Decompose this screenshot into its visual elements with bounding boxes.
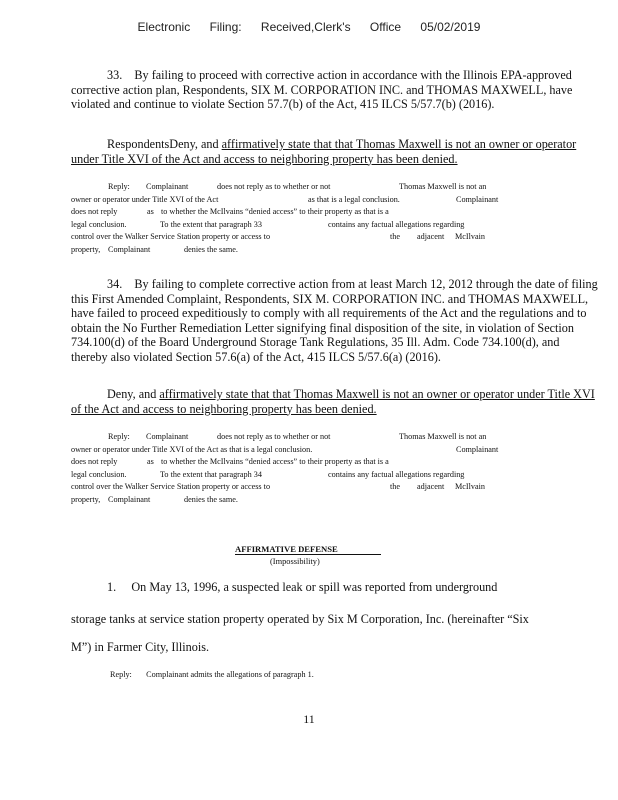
reply-text: does not reply [71, 207, 118, 217]
reply-label: Reply: [108, 432, 130, 441]
header-received: Received,Clerk's [260, 20, 351, 34]
paragraph-33-number: 33. [107, 68, 123, 82]
reply-text: Thomas Maxwell is not an [399, 432, 487, 441]
reply-text: the [390, 232, 401, 242]
header-date: 05/02/2019 [420, 20, 481, 34]
reply-text: contains any factual allegations regarding [328, 469, 465, 479]
paragraph-33-text: By failing to proceed with corrective action in accordance with the Illinois EPA-approved corrective action plan, Respondents, SIX M. CORPORATION INC. and THOMAS MAXWELL, have violated and continue to violate Section 57.7(b) of the Act, 415 ILCS 5/57.7(b) (2016). [71, 68, 573, 112]
defense-paragraph-1-line1 [71, 580, 497, 595]
filing-header [0, 20, 618, 34]
page-number: 11 [303, 712, 315, 726]
reply-text: legal conclusion. [71, 469, 127, 479]
response-34-underlined: affirmatively state that that Thomas Maxwell is not an owner or operator under Title XVI of the Act and access to neighboring property has been denied. [71, 387, 595, 416]
paragraph-34 [71, 277, 599, 365]
affirmative-defense-subtitle: (Impossibility) [270, 557, 320, 566]
response-34 [71, 387, 599, 416]
reply-33 [71, 181, 591, 257]
reply-text: property, [71, 494, 101, 504]
reply-text: Complainant [108, 244, 151, 254]
reply-text: To the extent that paragraph 34 [160, 469, 262, 479]
reply-text: Complainant [146, 182, 189, 191]
reply-text: owner or operator under Title XVI of the Act as that is a legal conclusion. [71, 444, 313, 454]
defense-paragraph-1-line2: storage tanks at service station property operated by Six M Corporation, Inc. (hereinafter “Six [71, 612, 529, 626]
reply-34 [71, 431, 591, 507]
reply-label: Reply: [110, 670, 132, 679]
reply-text: adjacent [417, 482, 445, 492]
reply-text: does not reply as to whether or not [217, 432, 331, 441]
reply-text: Thomas Maxwell is not an [399, 182, 487, 191]
reply-text: To the extent that paragraph 33 [160, 219, 262, 229]
reply-text: denies the same. [184, 244, 238, 254]
response-33-underlined: affirmatively state that that Thomas Maxwell is not an owner or operator under Title XVI of the Act and access to neighboring property has been denied. [71, 137, 577, 166]
reply-text: contains any factual allegations regarding [328, 219, 465, 229]
reply-text: to whether the McIlvains “denied access” to their property as that is a [161, 207, 389, 217]
reply-text: Complainant [456, 444, 499, 454]
reply-text: control over the Walker Service Station property or access to [71, 482, 271, 492]
paragraph-33 [71, 68, 599, 112]
reply-text: as [147, 207, 154, 217]
header-office: Office [369, 20, 402, 34]
reply-text: Complainant [146, 432, 189, 441]
reply-text: owner or operator under Title XVI of the Act [71, 194, 219, 204]
reply-text: McIlvain [455, 482, 486, 492]
reply-text: the [390, 482, 401, 492]
header-filing: Filing: [209, 20, 242, 34]
reply-text: as [147, 457, 154, 467]
response-33 [71, 137, 599, 166]
reply-defense-1 [110, 670, 314, 679]
reply-text: does not reply [71, 457, 118, 467]
reply-label: Reply: [108, 182, 130, 191]
reply-text: denies the same. [184, 494, 238, 504]
defense-paragraph-1-text: On May 13, 1996, a suspected leak or spill was reported from underground [131, 580, 498, 594]
reply-text: to whether the McIlvains “denied access” to their property as that is a [161, 457, 389, 467]
reply-text: legal conclusion. [71, 219, 127, 229]
reply-text: control over the Walker Service Station property or access to [71, 232, 271, 242]
reply-text: Complainant [108, 494, 151, 504]
paragraph-34-number: 34. [107, 277, 123, 291]
affirmative-defense-title: AFFIRMATIVE DEFENSE [235, 544, 381, 555]
reply-text: Complainant [456, 194, 499, 204]
defense-paragraph-1-number: 1. [107, 580, 117, 594]
reply-text: adjacent [417, 232, 445, 242]
paragraph-34-text: By failing to complete corrective action from at least March 12, 2012 through the date of filing this First Amended Complaint, Respondents, SIX M. CORPORATION INC. and THOMAS MAXWELL, have failed to proceed expeditiously to comply with all requirements of the Act and the regulations and to obtain the No Further Remediation Letter signifying final disposition of the site, in violation of Section 734.100(d) of the Board Underground Storage Tank Regulations, 35 Ill. Adm. Code 734.100(d), and thereby also violated Section 57.6(a) of the Act, 415 ILCS 5/57.6(a) (2016). [71, 277, 598, 364]
reply-text: McIlvain [455, 232, 486, 242]
header-electronic: Electronic [137, 20, 191, 34]
defense-paragraph-1-line3: M”) in Farmer City, Illinois. [71, 640, 209, 654]
response-34-deny: Deny, and [107, 387, 160, 401]
reply-text: as that is a legal conclusion. [308, 194, 400, 204]
reply-text: does not reply as to whether or not [217, 182, 331, 191]
reply-text: property, [71, 244, 101, 254]
response-33-deny: Deny, and [169, 137, 222, 151]
reply-text: Complainant admits the allegations of paragraph 1. [146, 670, 314, 679]
response-33-lead: Respondents [107, 137, 170, 151]
